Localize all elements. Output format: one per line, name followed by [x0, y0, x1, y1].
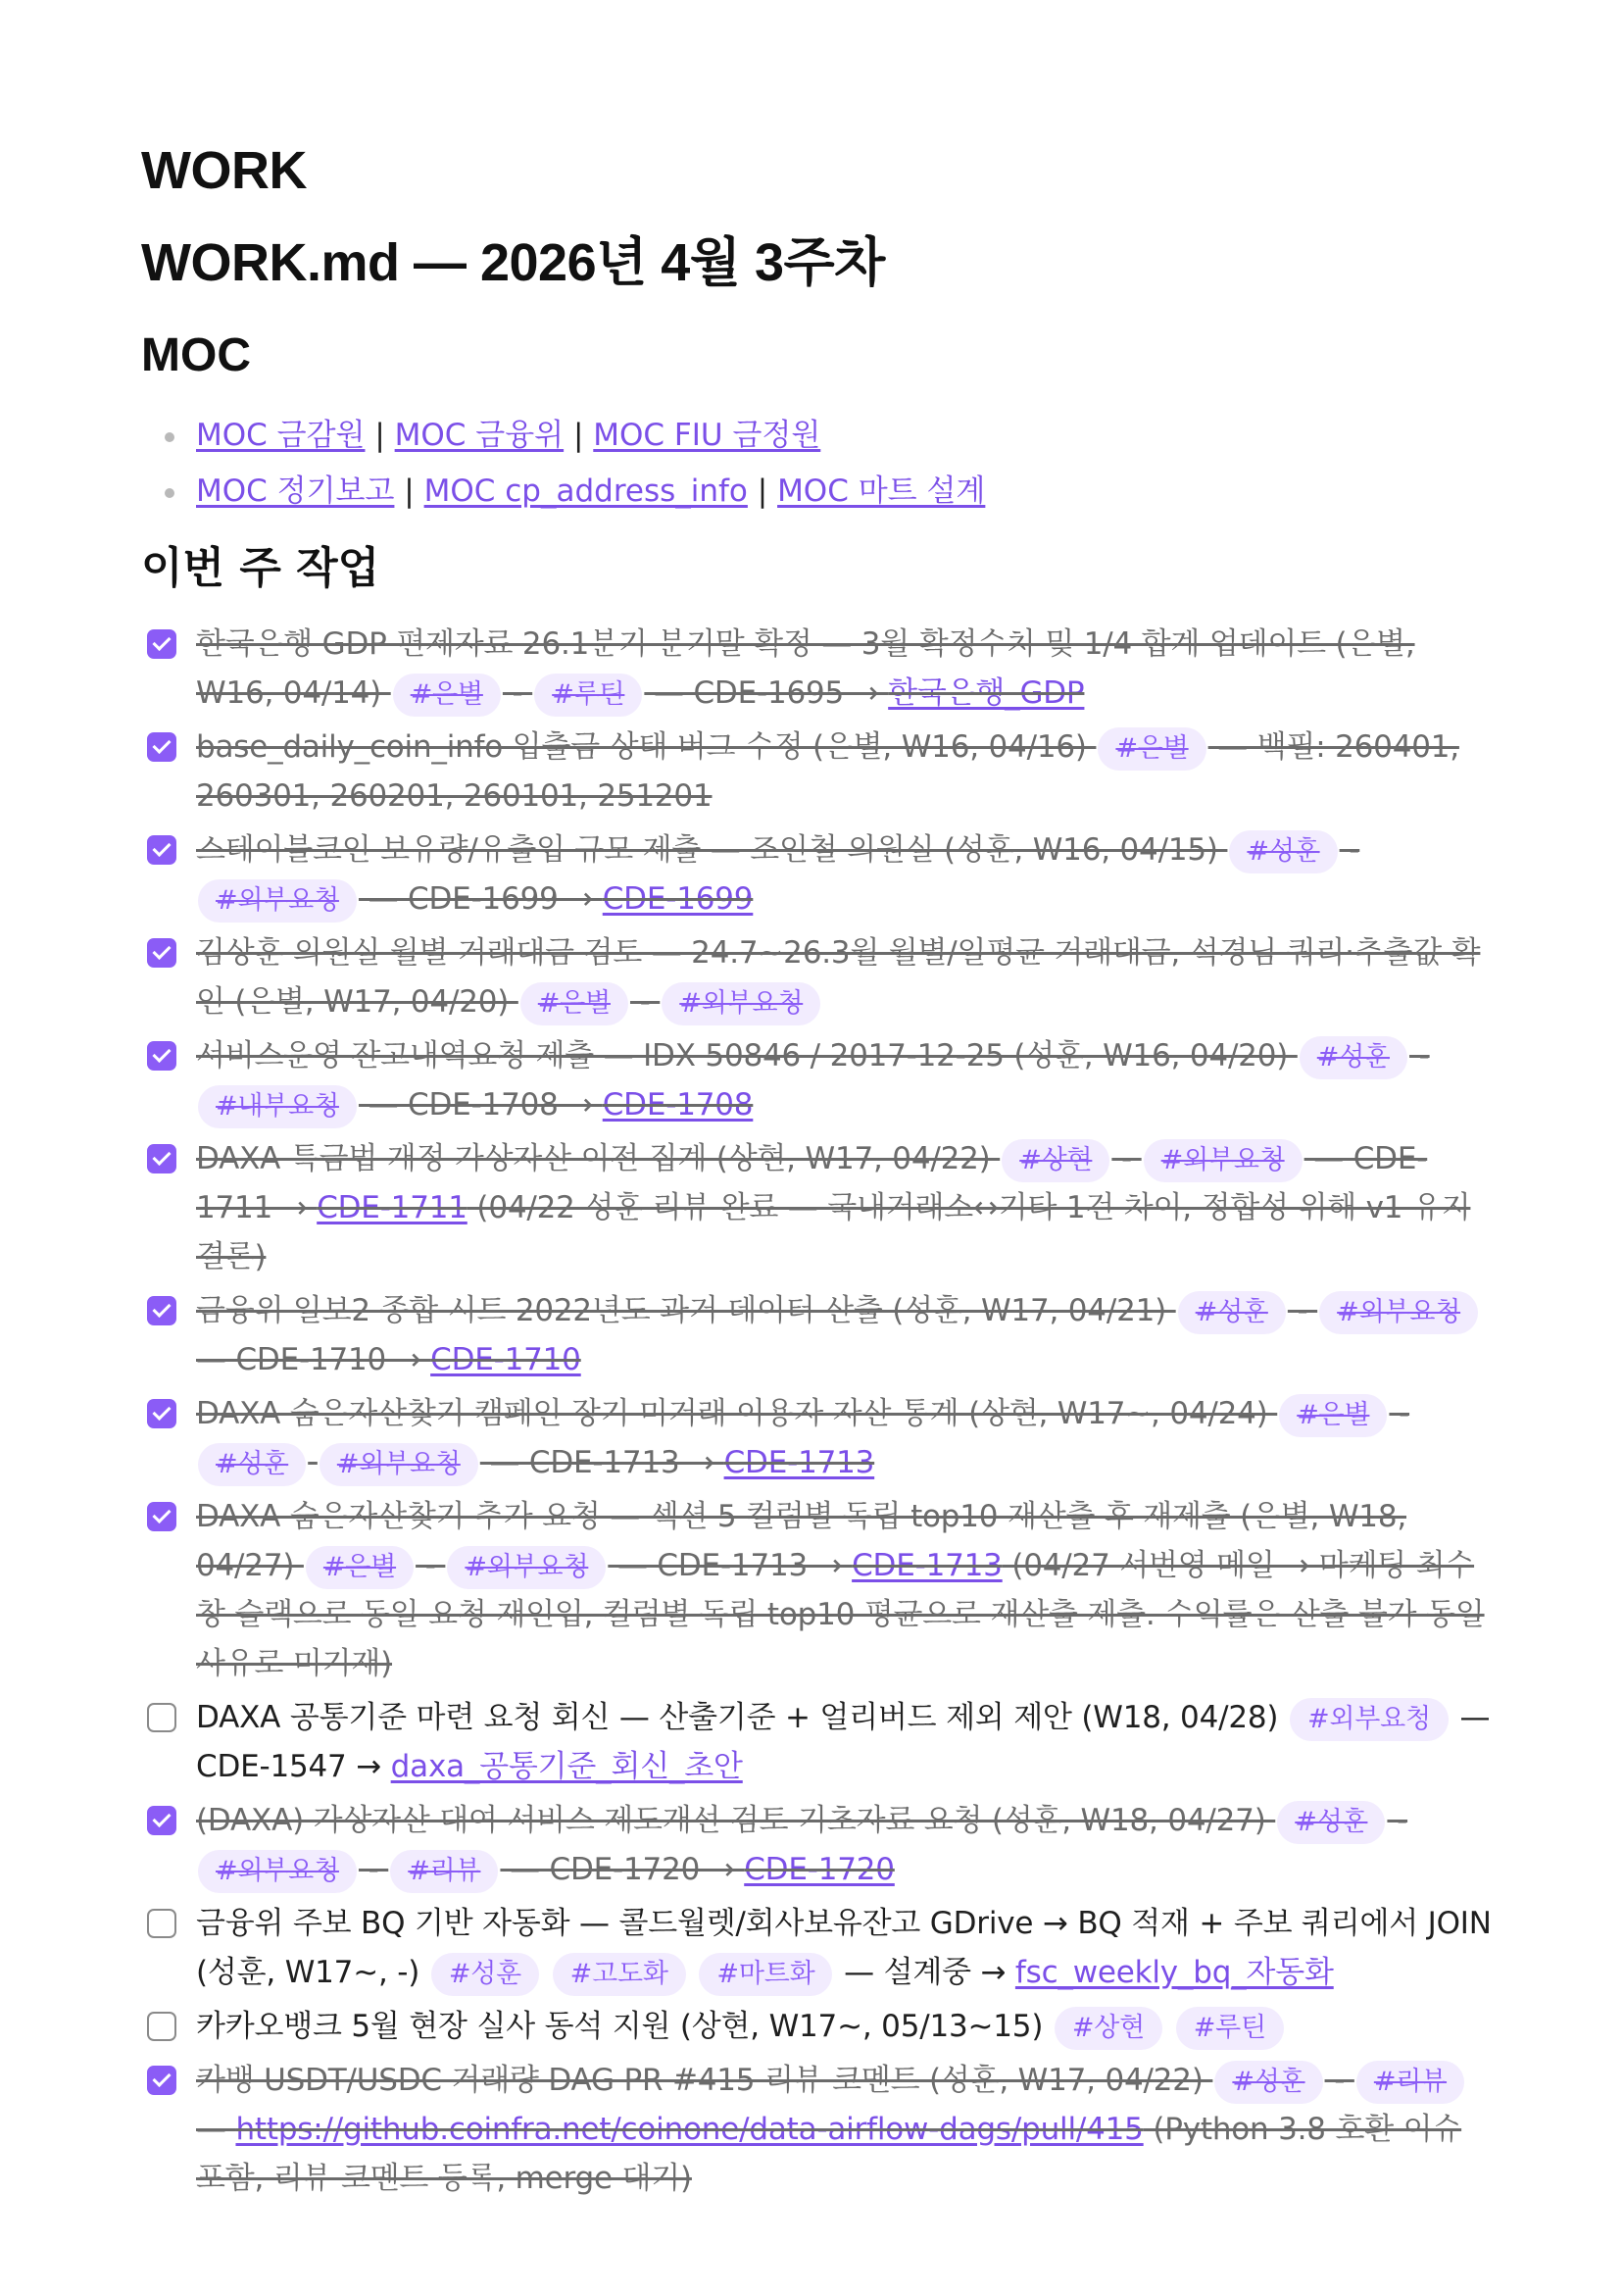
- task-text-segment: — CDE-1699 →: [358, 881, 603, 917]
- checked-checkbox[interactable]: [147, 1041, 176, 1071]
- checked-checkbox[interactable]: [147, 1296, 176, 1325]
- tag-pill[interactable]: #리뷰: [1356, 2061, 1464, 2104]
- tag-pill[interactable]: #외부요청: [662, 982, 820, 1025]
- task-text-segment: DAXA 특금법 개정 가상자산 이전 집계 (상현, W17, 04/22): [196, 1141, 1001, 1176]
- task-text: [196, 1038, 1430, 1123]
- internal-link[interactable]: CDE-1713: [723, 1445, 875, 1480]
- task-text-segment: 금융위 주보 BQ 기반 자동화 — 콜드월렛/회사보유잔고 GDrive → BQ 적재 + 주보 쿼리에서 JOIN (성훈, W17~, -): [196, 1906, 1492, 1990]
- task-text-segment: DAXA 숨은자산찾기 추가 요청 — 섹션 5 컬럼별 독립 top10 재산출 후 재제출 (은별, W18, 04/27): [196, 1499, 1406, 1583]
- task-text-segment: [1164, 2009, 1174, 2044]
- task-text: [196, 626, 1415, 711]
- task-text-segment: -: [1111, 1141, 1142, 1176]
- task-item: [141, 1796, 1494, 1894]
- task-item: [141, 1286, 1494, 1384]
- task-text-segment: -: [1408, 1038, 1430, 1073]
- tag-pill[interactable]: #은별: [393, 674, 501, 717]
- tag-pill[interactable]: #성훈: [1229, 830, 1337, 873]
- task-text-segment: (DAXA) 가상자산 대여 서비스 제도개선 검토 기초자료 요청 (성훈, W18, 04/27): [196, 1803, 1276, 1838]
- moc-link[interactable]: MOC 금감원: [196, 418, 366, 453]
- internal-link[interactable]: CDE-1713: [852, 1548, 1003, 1583]
- task-text-segment: — CDE-1547 →: [196, 1700, 1491, 1784]
- task-text-segment: -: [1389, 1396, 1410, 1431]
- task-item: [141, 620, 1494, 718]
- moc-list-item: [196, 464, 1494, 520]
- task-text-segment: 서비스운영 잔고내역요청 제출 — IDX 50846 / 2017-12-25 (성훈, W16, 04/20): [196, 1038, 1298, 1073]
- tag-pill[interactable]: #리뷰: [390, 1850, 498, 1893]
- task-text-segment: [308, 1445, 318, 1480]
- task-text-segment: 카뱅 USDT/USDC 거래량 DAG PR #415 리뷰 코멘트 (성훈, W17, 04/22): [196, 2063, 1213, 2098]
- internal-link[interactable]: https://github.coinfra.net/coinone/data-airflow-dags/pull/415: [235, 2112, 1144, 2147]
- task-text-segment: [688, 1955, 698, 1990]
- moc-link[interactable]: MOC 마트 설계: [777, 474, 986, 509]
- tag-pill[interactable]: #외부요청: [320, 1443, 478, 1486]
- task-text: [196, 1293, 1480, 1377]
- moc-separator: |: [394, 474, 424, 509]
- page-subtitle: WORK.md — 2026년 4월 3주차: [141, 233, 885, 292]
- task-text-segment: 김상훈 의원실 월별 거래대금 검토 — 24.7~26.3월 월별/일평균 거래대금, 석경님 쿼리·추출값 확인 (은별, W17, 04/20): [196, 935, 1481, 1020]
- tag-pill[interactable]: #성훈: [1214, 2061, 1322, 2104]
- internal-link[interactable]: 한국은행_GDP: [888, 675, 1085, 711]
- task-text-segment: 금융위 일보2 종합 시트 2022년도 과거 데이터 산출 (성훈, W17, 04/21): [196, 1293, 1176, 1328]
- moc-link[interactable]: MOC 금융위: [394, 418, 565, 453]
- task-text-segment: -: [1324, 2063, 1354, 2098]
- task-text-segment: — CDE-1708 →: [358, 1087, 603, 1123]
- document: [141, 135, 1494, 2208]
- internal-link[interactable]: CDE-1710: [430, 1342, 581, 1377]
- tag-pill[interactable]: #성훈: [1178, 1291, 1286, 1334]
- task-text: [196, 1906, 1492, 1990]
- moc-separator: |: [564, 418, 594, 453]
- page-title: WORK: [141, 141, 307, 200]
- task-text: [196, 1700, 1490, 1784]
- task-item: [141, 1389, 1494, 1487]
- checked-checkbox[interactable]: [147, 835, 176, 865]
- task-text-segment: -: [502, 675, 533, 711]
- internal-link[interactable]: CDE-1699: [602, 881, 754, 917]
- task-text-segment: — CDE-1713 →: [479, 1445, 724, 1480]
- task-text-segment: -: [358, 1852, 389, 1887]
- tag-pill[interactable]: #외부요청: [1144, 1139, 1303, 1182]
- tag-pill[interactable]: #고도화: [553, 1953, 686, 1996]
- tag-pill[interactable]: #성훈: [1277, 1801, 1385, 1844]
- checked-checkbox[interactable]: [147, 1502, 176, 1531]
- tag-pill[interactable]: #내부요청: [198, 1085, 357, 1128]
- moc-link[interactable]: MOC 정기보고: [196, 474, 395, 509]
- task-text: [196, 832, 1359, 917]
- task-text-segment: DAXA 공통기준 마련 요청 회신 — 산출기준 + 얼리버드 제외 제안 (W18, 04/28): [196, 1700, 1288, 1735]
- tag-pill[interactable]: #루틴: [1176, 2007, 1284, 2050]
- task-text-segment: — CDE-1695 →: [644, 675, 889, 711]
- tag-pill[interactable]: #외부요청: [1290, 1698, 1449, 1741]
- checked-checkbox[interactable]: [147, 1399, 176, 1428]
- tag-pill[interactable]: #성훈: [431, 1953, 539, 1996]
- tag-pill[interactable]: #은별: [306, 1546, 414, 1589]
- task-item: [141, 1693, 1494, 1791]
- moc-link[interactable]: MOC cp_address_info: [423, 474, 748, 509]
- moc-separator: |: [365, 418, 395, 453]
- tag-pill[interactable]: #은별: [520, 982, 628, 1025]
- task-item: [141, 1492, 1494, 1688]
- tag-pill[interactable]: #외부요청: [198, 1850, 357, 1893]
- tag-pill[interactable]: #외부요청: [447, 1546, 606, 1589]
- tag-pill[interactable]: #루틴: [534, 674, 642, 717]
- tasks-heading: 이번 주 작업: [141, 543, 380, 593]
- unchecked-checkbox[interactable]: [147, 2012, 176, 2041]
- task-text-segment: — 백필: 260401, 260301, 260201, 260101, 251201: [196, 729, 1459, 814]
- tag-pill[interactable]: #외부요청: [198, 879, 357, 923]
- moc-list: [141, 408, 1494, 520]
- task-text: [196, 1499, 1485, 1681]
- task-text-segment: — 설계중 →: [834, 1955, 1015, 1990]
- tag-pill[interactable]: #외부요청: [1319, 1291, 1478, 1334]
- checked-checkbox[interactable]: [147, 732, 176, 762]
- task-text-segment: — CDE-1713 →: [608, 1548, 853, 1583]
- internal-link[interactable]: fsc_weekly_bq_자동화: [1014, 1955, 1334, 1990]
- task-text-segment: 스테이블코인 보유량/유출입 규모 제출 — 조인철 의원실 (성훈, W16, 04/15): [196, 832, 1228, 868]
- task-text-segment: base_daily_coin_info 입출금 상태 버그 수정 (은별, W16, 04/16): [196, 729, 1097, 765]
- tag-pill[interactable]: #성훈: [1300, 1036, 1407, 1079]
- task-item: [141, 2002, 1494, 2051]
- checked-checkbox[interactable]: [147, 1144, 176, 1173]
- checked-checkbox[interactable]: [147, 1806, 176, 1835]
- task-text: [196, 2009, 1286, 2044]
- task-text-segment: -: [1339, 832, 1360, 868]
- task-text: [196, 2063, 1466, 2196]
- checked-checkbox[interactable]: [147, 938, 176, 968]
- moc-link[interactable]: MOC FIU 금정원: [593, 418, 821, 453]
- task-text: [196, 729, 1459, 814]
- task-text: [196, 1396, 1409, 1480]
- checked-checkbox[interactable]: [147, 2066, 176, 2095]
- task-text-segment: — CDE-1710 →: [196, 1342, 431, 1377]
- task-list: [141, 620, 1494, 2203]
- task-item: [141, 723, 1494, 821]
- task-text-segment: (Python 3.8 호환 이슈 포함, 리뷰 코멘트 등록, merge 대기): [196, 2112, 1462, 2196]
- task-text-segment: [541, 1955, 551, 1990]
- internal-link[interactable]: daxa_공통기준_회신_초안: [390, 1749, 743, 1784]
- task-text-segment: —: [196, 2112, 236, 2147]
- task-text-segment: -: [629, 984, 661, 1020]
- moc-list-item: [196, 408, 1494, 464]
- task-item: [141, 1899, 1494, 1997]
- task-text-segment: — CDE-1711 →: [196, 1141, 1428, 1225]
- tag-pill[interactable]: #성훈: [198, 1443, 306, 1486]
- internal-link[interactable]: CDE-1711: [317, 1190, 467, 1225]
- task-item: [141, 825, 1494, 923]
- tag-pill[interactable]: #상현: [1055, 2007, 1162, 2050]
- task-item: [141, 1134, 1494, 1281]
- task-text: [196, 1141, 1470, 1274]
- task-text-segment: -: [416, 1548, 446, 1583]
- unchecked-checkbox[interactable]: [147, 1703, 176, 1732]
- task-text-segment: DAXA 숨은자산찾기 캠페인 장기 미거래 이용자 자산 통계 (상현, W17~, 04/24): [196, 1396, 1278, 1431]
- internal-link[interactable]: CDE-1720: [744, 1852, 895, 1887]
- task-text-segment: — CDE-1720 →: [500, 1852, 745, 1887]
- moc-heading: MOC: [141, 329, 251, 381]
- task-text-segment: -: [1387, 1803, 1408, 1838]
- task-text: [196, 935, 1480, 1020]
- task-text-segment: 한국은행 GDP 편제자료 26.1분기 분기말 확정 — 3월 확정수치 및 1/4 합계 업데이트 (은별, W16, 04/14): [196, 626, 1415, 711]
- task-text-segment: (04/22 성훈 리뷰 완료 — 국내거래소↔기타 1건 차이, 정합성 위해 v1 유지 결론): [196, 1190, 1471, 1274]
- unchecked-checkbox[interactable]: [147, 1909, 176, 1938]
- tag-pill[interactable]: #상현: [1002, 1139, 1109, 1182]
- moc-separator: |: [747, 474, 778, 509]
- task-item: [141, 928, 1494, 1026]
- checked-checkbox[interactable]: [147, 629, 176, 659]
- tag-pill[interactable]: #은별: [1279, 1394, 1387, 1437]
- task-text-segment: 카카오뱅크 5월 현장 실사 동석 지원 (상현, W17~, 05/13~15): [196, 2009, 1053, 2044]
- tag-pill[interactable]: #마트화: [699, 1953, 832, 1996]
- task-text-segment: -: [1287, 1293, 1318, 1328]
- task-text: [196, 1803, 1407, 1887]
- task-item: [141, 2056, 1494, 2203]
- task-item: [141, 1031, 1494, 1129]
- internal-link[interactable]: CDE-1708: [602, 1087, 754, 1123]
- task-text-segment: (04/27 서번영 메일 → 마케팅 최수창 슬랙으로 동일 요청 재인입, 컬럼별 독립 top10 평균으로 재산출 제출. 수익률은 산출 불가 동일 사유로 미기재): [196, 1548, 1485, 1681]
- tag-pill[interactable]: #은별: [1098, 727, 1205, 771]
